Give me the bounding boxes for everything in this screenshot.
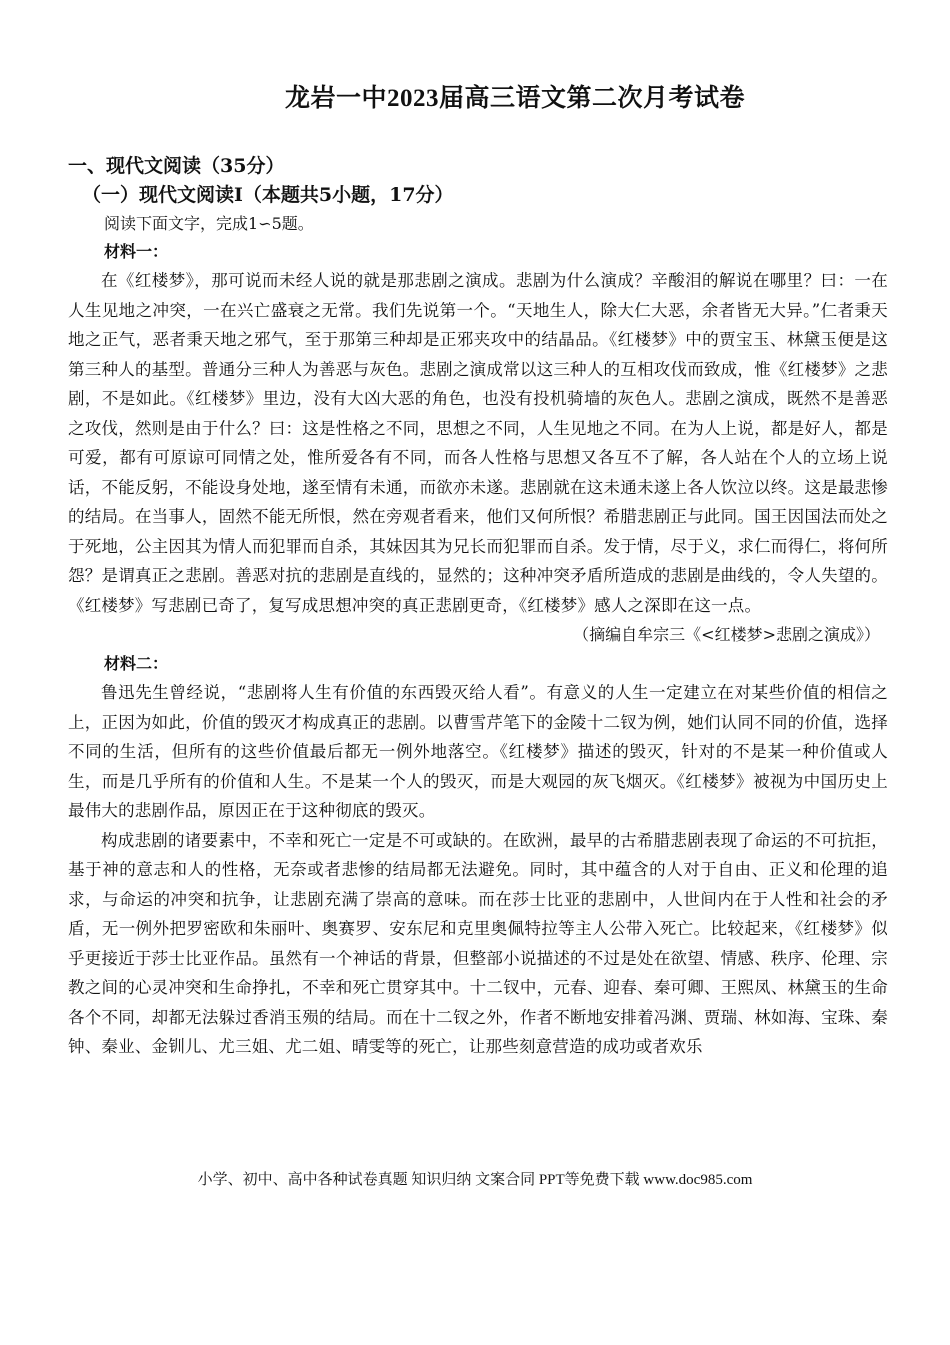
page-title: 龙岩一中2023届高三语文第二次月考试卷 xyxy=(284,85,745,112)
material-one-label: 材料一： xyxy=(104,242,169,261)
exam-content xyxy=(68,152,888,1062)
subsection-heading: （一）现代文阅读I（本题共5小题，17分） xyxy=(82,184,454,206)
page-footer: 小学、初中、高中各种试卷真题 知识归纳 文案合同 PPT等免费下载 www.doc985.com xyxy=(197,1172,753,1188)
material-two-label: 材料二： xyxy=(104,654,169,673)
reading-instruction: 阅读下面文字，完成1∽5题。 xyxy=(104,214,314,233)
material-two-paragraph-1: 鲁迅先生曾经说，“悲剧将人生有价值的东西毁灭给人看”。有意义的人生一定建立在对某些价值的相信之上，正因为如此，价值的毁灭才构成真正的悲剧。以曹雪芹笔下的金陵十二钗为例，她们认同不同的价值，选择不同的生活，但所有的这些价值最后都无一例外地落空。《红楼梦》描述的毁灭，针对的不是某一种价值或人生，而是几乎所有的价值和人生。不是某一个人的毁灭，而是大观园的灰飞烟灭。《红楼梦》被视为中国历史上最伟大的悲剧作品，原因正在于这种彻底的毁灭。 xyxy=(68,683,888,820)
material-one-source: （摘编自牟宗三《<红楼梦>悲剧之演成》） xyxy=(573,625,880,644)
material-two-paragraph-2: 构成悲剧的诸要素中，不幸和死亡一定是不可或缺的。在欧洲，最早的古希腊悲剧表现了命运的不可抗拒，基于神的意志和人的性格，无奈或者悲惨的结局都无法避免。同时，其中蕴含的人对于自由、正义和伦理的追求，与命运的冲突和抗争，让悲剧充满了崇高的意味。而在莎士比亚的悲剧中，人世间内在于人性和社会的矛盾，无一例外把罗密欧和朱丽叶、奥赛罗、安东尼和克里奥佩特拉等主人公带入死亡。比较起来，《红楼梦》似乎更接近于莎士比亚作品。虽然有一个神话的背景，但整部小说描述的不过是处在欲望、情感、秩序、伦理、宗教之间的心灵冲突和生命挣扎，不幸和死亡贯穿其中。十二钗中，元春、迎春、秦可卿、王熙凤、林黛玉的生命各个不同，却都无法躲过香消玉殒的结局。而在十二钗之外，作者不断地安排着冯渊、贾瑞、林如海、宝珠、秦钟、秦业、金钏儿、尤三姐、尤二姐、晴雯等的死亡，让那些刻意营造的成功或者欢乐 xyxy=(68,830,888,1056)
section-heading: 一、现代文阅读（35分） xyxy=(68,155,285,177)
material-one-paragraph: 在《红楼梦》，那可说而未经人说的就是那悲剧之演成。悲剧为什么演成？辛酸泪的解说在哪里？曰：一在人生见地之冲突，一在兴亡盛衰之无常。我们先说第一个。“天地生人，除大仁大恶，余者皆无大异。”仁者秉天地之正气，恶者秉天地之邪气，至于那第三种却是正邪夹攻中的结晶品。《红楼梦》中的贾宝玉、林黛玉便是这第三种人的基型。普通分三种人为善恶与灰色。悲剧之演成常以这三种人的互相攻伐而致成，惟《红楼梦》之悲剧，不是如此。《红楼梦》里边，没有大凶大恶的角色，也没有投机骑墙的灰色人。悲剧之演成，既然不是善恶之攻伐，然则是由于什么？曰：这是性格之不同，思想之不同，人生见地之不同。在为人上说，都是好人，都是可爱，都有可原谅可同情之处，惟所爱各有不同，而各人性格与思想又各互不了解，各人站在个人的立场上说话，不能反躬，不能设身处地，遂至情有未通，而欲亦未遂。悲剧就在这未通未遂上各人饮泣以终。这是最悲惨的结局。在当事人，固然不能无所恨，然在旁观者看来，他们又何所恨？希腊悲剧正与此同。国王因国法而处之于死地，公主因其为情人而犯罪而自杀，其妹因其为兄长而犯罪而自杀。发于情，尽于义，求仁而得仁，将何所怨？是谓真正之悲剧。善恶对抗的悲剧是直线的，显然的；这种冲突矛盾所造成的悲剧是曲线的，令人失望的。《红楼梦》写悲剧已奇了，复写成思想冲突的真正悲剧更奇，《红楼梦》感人之深即在这一点。 xyxy=(68,271,888,615)
